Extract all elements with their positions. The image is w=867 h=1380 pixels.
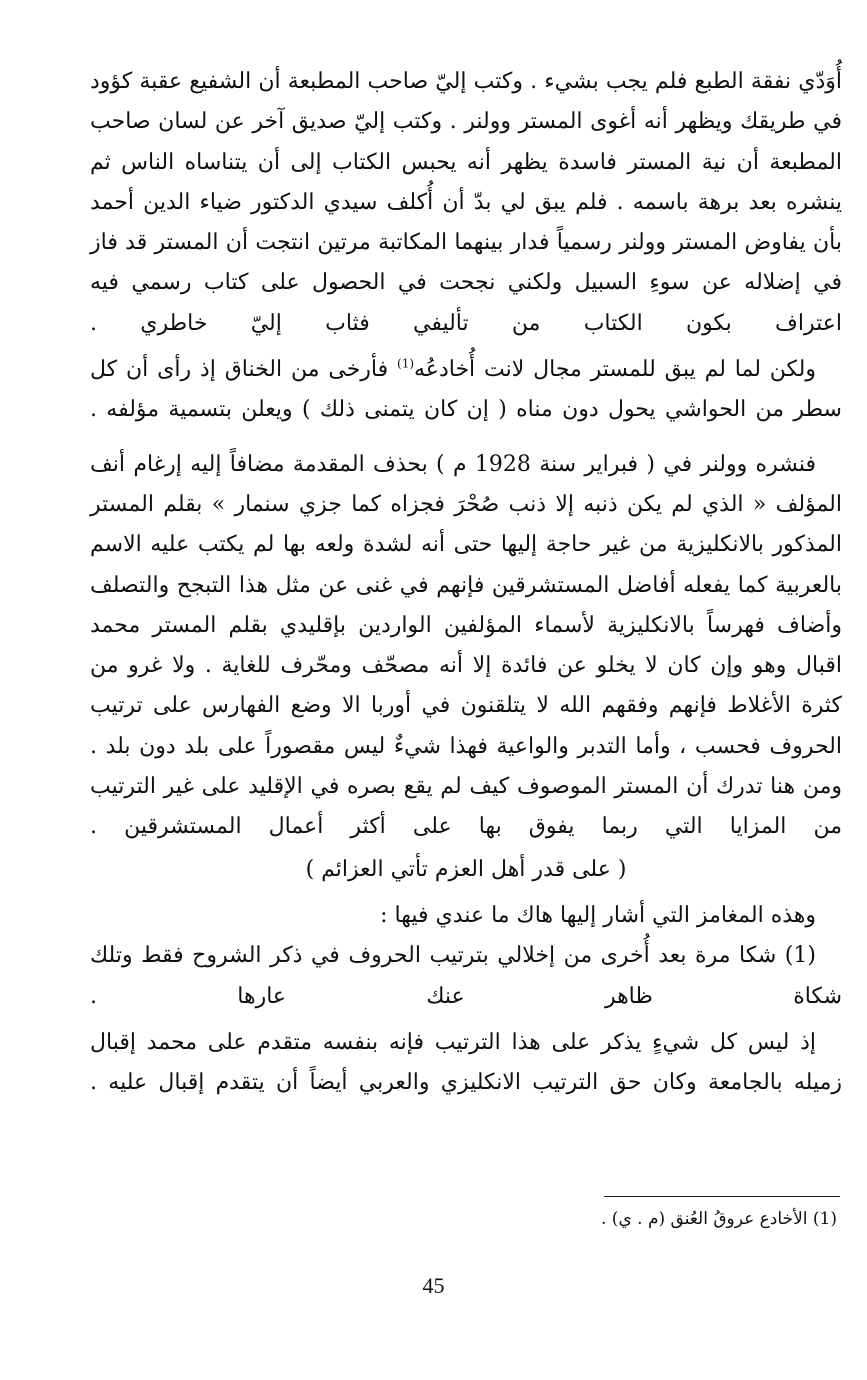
paragraph-5: (1) شكا مرة بعد أُخرى من إخلالي بترتيب الحروف في ذكر الشروح فقط وتلك شكاة ظاهر عنك عارها . <box>90 943 842 1009</box>
paragraph-1: أُوَدّي نفقة الطبع فلم يجب بشيء . وكتب إليّ صاحب المطبعة أن الشفيع عقبة كؤود في طريقك ويظهر أنه أغوى المستر وولنر . وكتب إليّ صديق آخر عن لسان صاحب المطبعة أن نية المستر فاسدة يظهر أنه يحبس الكتاب إلى أن يتناساه الناس ثم ينشره بعد برهة باسمه . فلم يبق لي بدّ أن أُكلف سيدي الدكتور ضياء الدين أحمد بأن يفاوض المستر وولنر رسمياً فدار بينهما المكاتبة مرتين انتجت أن المستر قد فاز في إضلاله عن سوءِ السبيل ولكني نجحت في الحصول على كتاب رسمي فيه اعتراف بكون الكتاب من تأليفي فثاب إليّ خاطري . <box>90 69 842 336</box>
paragraph-2-text-a: ولكن لما لم يبق للمستر مجال لانت أُخادعُه <box>414 357 816 383</box>
paragraph-2-text-b: فأرخى من الخناق إذ رأى أن كل سطر من الحواشي يحول دون مناه ( إن كان يتمنى ذلك ) ويعلن بتسمية مؤلفه . <box>90 357 842 423</box>
footnote: (1) الأخادع عروقُ العُنق (م . ي) . <box>601 1209 837 1229</box>
page-body <box>90 62 842 1103</box>
footnote-reference: (1) <box>397 356 415 371</box>
paragraph-3: فنشره وولنر في ( فبراير سنة 1928 م ) بحذف المقدمة مضافاً إليه إرغام أنف المؤلف « الذي لم يكن ذنبه إلا ذنب صُحْرَ فجزاه كما جزي سنمار » بقلم المستر المذكور بالانكليزية من غير حاجة إليها حتى أنه لشدة ولعه بها لم يكتب عليه الاسم بالعربية كما يفعله أفاضل المستشرقين فإنهم في غنى عن مثل هذا التبجح والتصلف وأضاف فهرساً بالانكليزية لأسماء المؤلفين الواردين بإقليدي بقلم المستر محمد اقبال وهو وإن كان لا يخلو عن فائدة إلا أنه مصحّف ومحّرف للغاية . ولا غرو من كثرة الأغلاط فإنهم وفقهم الله لا يتلقنون في أوربا الا وضع الفهارس على ترتيب الحروف فحسب ، وأما التدبر والواعية فهذا شيءٌ ليس مقصوراً على بلد دون بلد . ومن هنا تدرك أن المستر الموصوف كيف لم يقع بصره في الإقليد على غير الترتيب من المزايا التي ربما يفوق بها على أكثر أعمال المستشرقين . <box>90 451 842 840</box>
page-number: 45 <box>422 1273 445 1298</box>
paragraph-6: إذ ليس كل شيءٍ يذكر على هذا الترتيب فإنه بنفسه متقدم على محمد إقبال زميله بالجامعة وكان حق الترتيب الانكليزي والعربي أيضاً أن يتقدم إقبال عليه . <box>90 1029 842 1096</box>
paragraph-4: وهذه المغامز التي أشار إليها هاك ما عندي فيها : <box>380 902 816 928</box>
centered-verse: ( على قدر أهل العزم تأتي العزائم ) <box>305 856 627 882</box>
paragraph-2 <box>90 350 842 431</box>
footnote-divider <box>604 1196 840 1197</box>
